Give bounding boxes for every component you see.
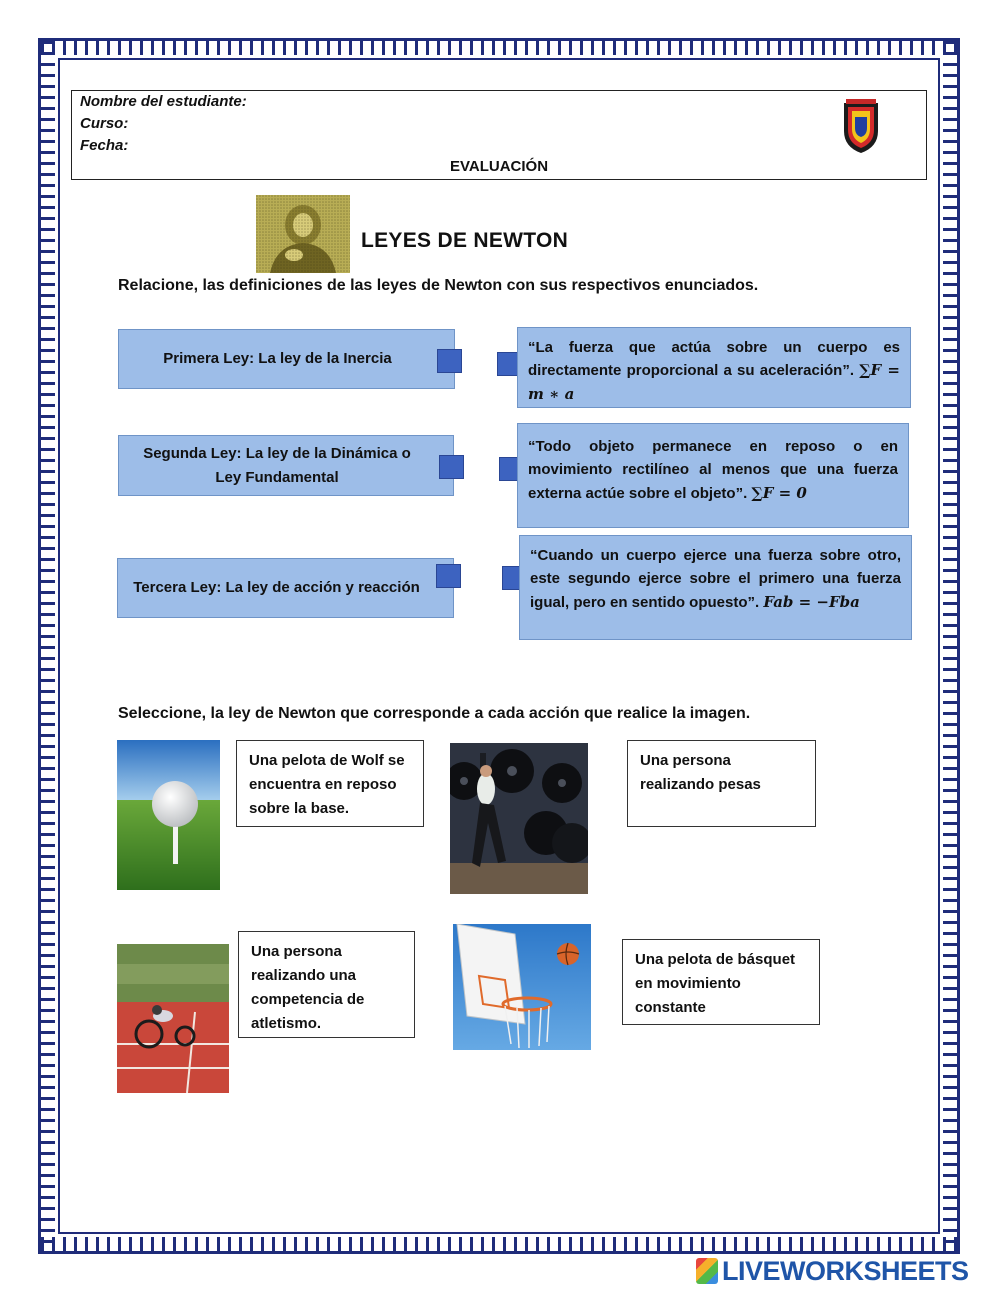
match-instructions: Relacione, las definiciones de las leyes de Newton con sus respectivos enunciados. bbox=[118, 277, 759, 294]
course-label: Curso: bbox=[80, 115, 129, 132]
school-crest-icon bbox=[840, 97, 882, 155]
border-right-pattern bbox=[943, 41, 957, 1251]
statement-formula: ∑F = m ∗ a bbox=[528, 361, 901, 403]
select-instructions: Seleccione, la ley de Newton que corresponde a cada acción que realice la imagen. bbox=[118, 705, 751, 722]
athletics-photo bbox=[117, 944, 229, 1093]
date-label: Fecha: bbox=[80, 137, 129, 154]
statement-box-second[interactable] bbox=[517, 423, 909, 528]
newton-portrait bbox=[256, 195, 350, 273]
statement-text: “Todo objeto permanece en reposo o en movimiento rectilíneo al menos que una fuerza externa actúe sobre el objeto”. bbox=[528, 438, 898, 502]
law-box-third[interactable] bbox=[117, 558, 454, 618]
card-text: Una persona realizando pesas bbox=[640, 752, 761, 793]
law-box-first[interactable] bbox=[118, 329, 455, 389]
activity-card-weights[interactable] bbox=[627, 740, 816, 827]
card-text: Una pelota de Wolf se encuentra en reposo sobre la base. bbox=[249, 752, 405, 817]
law-connector-second[interactable] bbox=[439, 455, 464, 479]
golf-ball-photo bbox=[117, 740, 220, 890]
liveworksheets-logo[interactable] bbox=[696, 1256, 969, 1287]
page-title: LEYES DE NEWTON bbox=[361, 229, 569, 252]
law-label: Tercera Ley: La ley de acción y reacción bbox=[133, 579, 420, 597]
statement-formula: ∑F = 0 bbox=[751, 483, 807, 502]
statement-text: “La fuerza que actúa sobre un cuerpo es directamente proporcional a su aceleración”. bbox=[528, 339, 900, 380]
law-label: Primera Ley: La ley de la Inercia bbox=[163, 350, 392, 368]
border-top-pattern bbox=[41, 41, 957, 55]
statement-text: “Cuando un cuerpo ejerce una fuerza sobre otro, este segundo ejerce sobre el primero una fuerza igual, pero en sentido opuesto”. bbox=[530, 547, 901, 611]
law-box-second[interactable] bbox=[118, 435, 454, 496]
basketball-photo bbox=[453, 924, 591, 1050]
statement-formula: Fab = −Fba bbox=[763, 592, 860, 611]
liveworksheets-icon bbox=[696, 1258, 718, 1284]
border-left-pattern bbox=[41, 41, 55, 1251]
brand-text: LIVEWORKSHEETS bbox=[722, 1256, 969, 1286]
activity-card-athletics[interactable] bbox=[238, 931, 415, 1038]
card-text: Una persona realizando una competencia de atletismo. bbox=[251, 943, 365, 1032]
law-connector-third[interactable] bbox=[436, 564, 461, 588]
weightlifting-photo bbox=[450, 743, 588, 894]
statement-box-first[interactable] bbox=[517, 327, 911, 408]
law-label: Segunda Ley: La ley de la Dinámica o Ley Fundamental bbox=[143, 445, 411, 486]
activity-card-basketball[interactable] bbox=[622, 939, 820, 1025]
card-text: Una pelota de básquet en movimiento constante bbox=[635, 951, 796, 1016]
evaluation-title: EVALUACIÓN bbox=[449, 158, 549, 175]
border-bottom-pattern bbox=[41, 1237, 957, 1251]
law-connector-first[interactable] bbox=[437, 349, 462, 373]
activity-card-golf[interactable] bbox=[236, 740, 424, 827]
student-name-label: Nombre del estudiante: bbox=[80, 93, 247, 110]
statement-box-third[interactable] bbox=[519, 535, 912, 640]
